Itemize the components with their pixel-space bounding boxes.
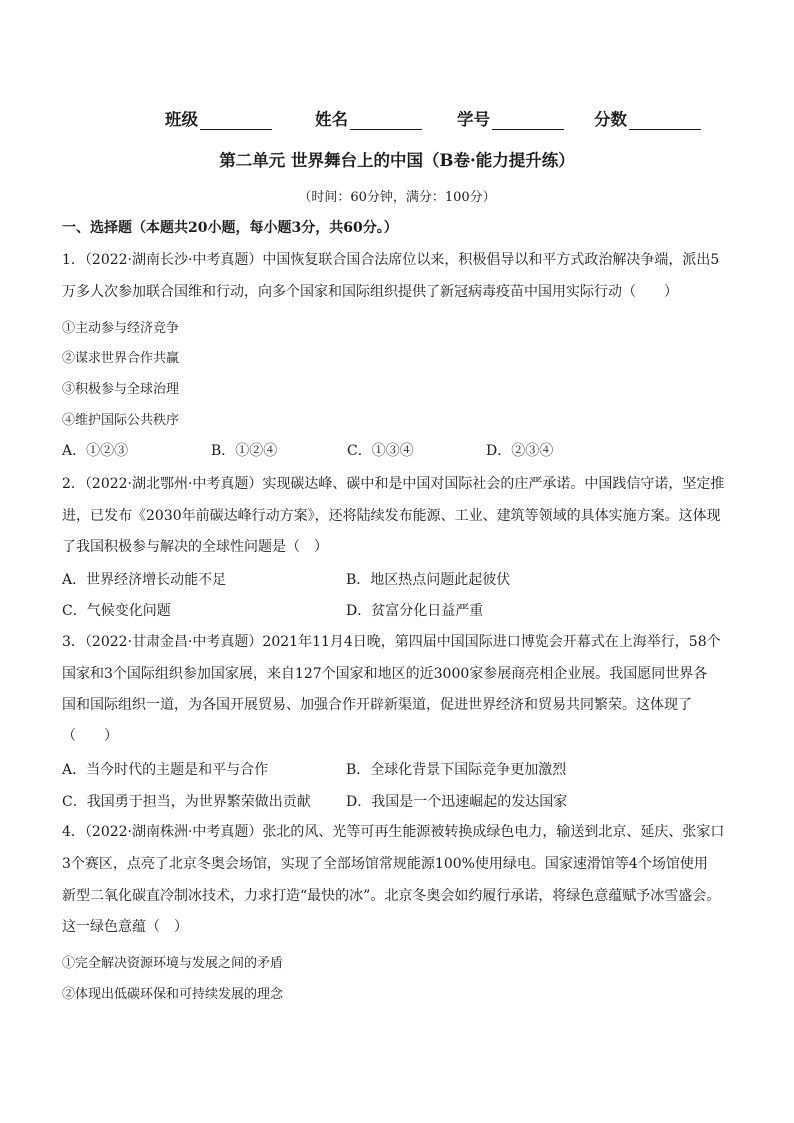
question-text-line: 国家和3个国际组织参加国家展，来自127个国家和地区的近3000家参展商亮相企业展。我国愿同世界各 xyxy=(62,666,708,682)
class-field xyxy=(165,106,272,130)
option-a[interactable]: A．当今时代的主题是和平与合作 xyxy=(62,762,269,778)
question-text-line: 万多人次参加联合国维和行动，向多个国家和国际组织提供了新冠病毒疫苗中国用实际行动（ ） xyxy=(62,284,678,300)
statement-item: ①主动参与经济竞争 xyxy=(62,321,180,336)
name-blank[interactable] xyxy=(350,111,422,130)
question-text-line: 了我国积极参与解决的全球性问题是（ ） xyxy=(62,539,328,555)
class-blank[interactable] xyxy=(200,111,272,130)
statement-item: ③积极参与全球治理 xyxy=(62,382,180,397)
student-id-blank[interactable] xyxy=(492,111,564,130)
question-text-line: 国和国际组织一道，为各国开展贸易、加强合作开辟新渠道，促进世界经济和贸易共同繁荣。这体现了 xyxy=(62,697,692,713)
statement-item: ②谋求世界合作共赢 xyxy=(62,351,180,366)
option-d[interactable]: D．我国是一个迅速崛起的发达国家 xyxy=(346,794,568,810)
question-text-line: 新型二氧化碳直冷制冰技术，力求打造“最快的冰”。北京冬奥会如约履行承诺，将绿色意蕴赋予冰雪盛会。 xyxy=(62,888,721,904)
page-title: 第二单元 世界舞台上的中国（B卷·能力提升练） xyxy=(219,151,575,170)
option-b[interactable]: B．地区热点问题此起彼伏 xyxy=(346,572,511,588)
student-id-field xyxy=(457,106,564,130)
option-c[interactable]: C．我国勇于担当，为世界繁荣做出贡献 xyxy=(62,794,311,810)
section-heading: 一、选择题（本题共20小题，每小题3分，共60分。） xyxy=(62,220,398,236)
question-text-line: 3．（2022·甘肃金昌·中考真题）2021年11月4日晚，第四届中国国际进口博览会开幕式在上海举行，58个 xyxy=(62,634,721,650)
score-label: 分数 xyxy=(594,110,627,129)
option-d[interactable]: D．②③④ xyxy=(486,443,554,459)
question-text-line: 4．（2022·湖南株洲·中考真题）张北的风、光等可再生能源被转换成绿色电力，输送到北京、延庆、张家口 xyxy=(62,824,725,840)
page-subtitle: （时间：60分钟，满分：100分） xyxy=(298,190,496,205)
statement-item: ④维护国际公共秩序 xyxy=(62,413,180,428)
statement-item: ②体现出低碳环保和可持续发展的理念 xyxy=(62,987,284,1002)
score-field xyxy=(594,106,701,130)
statement-item: ①完全解决资源环境与发展之间的矛盾 xyxy=(62,956,284,971)
question-text-line: 3个赛区，点亮了北京冬奥会场馆，实现了全部场馆常规能源100%使用绿电。国家速滑馆等4个场馆使用 xyxy=(62,856,708,872)
student-id-label: 学号 xyxy=(457,110,490,129)
option-b[interactable]: B．全球化背景下国际竞争更加激烈 xyxy=(346,762,567,778)
option-d[interactable]: D．贫富分化日益严重 xyxy=(346,603,484,619)
option-c[interactable]: C．①③④ xyxy=(347,443,414,459)
name-field xyxy=(315,106,422,130)
option-c[interactable]: C．气候变化问题 xyxy=(62,603,171,619)
option-a[interactable]: A．世界经济增长动能不足 xyxy=(62,572,227,588)
question-text-line: 1．（2022·湖南长沙·中考真题）中国恢复联合国合法席位以来，积极倡导以和平方式政治解决争端，派出5 xyxy=(62,252,720,268)
option-a[interactable]: A．①②③ xyxy=(62,443,129,459)
name-label: 姓名 xyxy=(315,110,348,129)
question-text-line: 2．（2022·湖北鄂州·中考真题）实现碳达峰、碳中和是中国对国际社会的庄严承诺。中国践信守诺，坚定推 xyxy=(62,476,725,492)
student-info-header xyxy=(0,106,794,130)
question-text-line: （ ） xyxy=(62,728,118,744)
class-label: 班级 xyxy=(165,110,198,129)
score-blank[interactable] xyxy=(629,111,701,130)
question-text-line: 这一绿色意蕴（ ） xyxy=(62,919,188,935)
question-text-line: 进，已发布《2030年前碳达峰行动方案》，还将陆续发布能源、工业、建筑等领域的具体实施方案。这体现 xyxy=(62,508,721,524)
option-b[interactable]: B．①②④ xyxy=(211,443,278,459)
